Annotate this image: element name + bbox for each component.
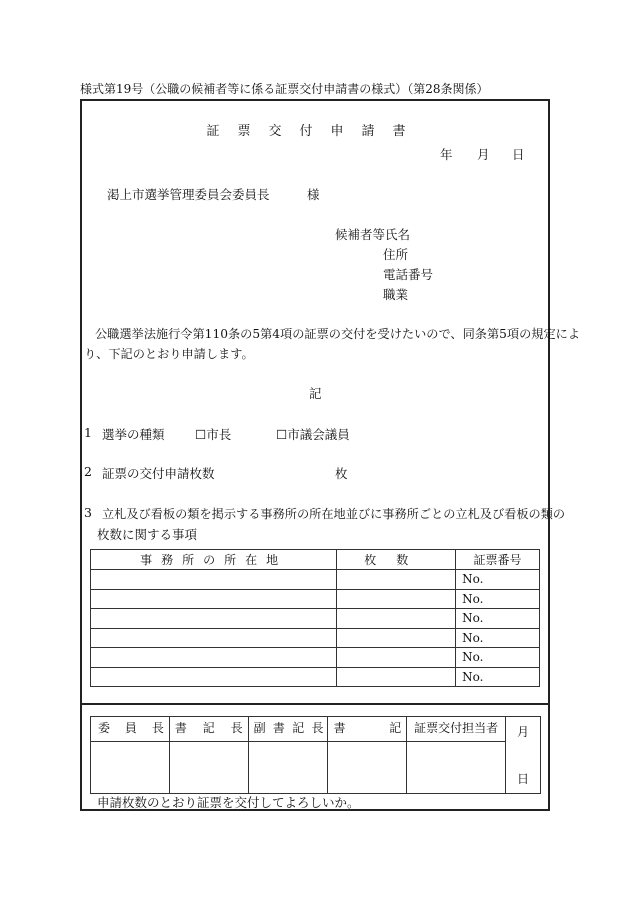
stamp-cell-chairman[interactable]: [91, 741, 170, 793]
approval-stamp-row: [91, 741, 541, 793]
number-cell[interactable]: No.: [456, 667, 540, 687]
form-title: 証票交付申請書: [206, 124, 424, 139]
office-table-header: [91, 550, 540, 570]
count-cell[interactable]: [337, 570, 456, 590]
count-cell[interactable]: [337, 648, 456, 668]
header-certificate-number: 証票番号: [456, 550, 540, 570]
number-cell[interactable]: No.: [456, 609, 540, 629]
table-row: [91, 609, 540, 629]
item2-unit: 枚: [335, 466, 348, 481]
section-divider: [80, 703, 550, 705]
location-cell[interactable]: [91, 648, 337, 668]
count-cell[interactable]: [337, 589, 456, 609]
date-day: 日: [512, 147, 525, 162]
item3-number: 3: [84, 505, 92, 520]
body-text-line2: り、下記のとおり申請します。: [84, 347, 254, 361]
ki-heading: 記: [309, 386, 322, 401]
location-cell[interactable]: [91, 570, 337, 590]
body-text-line1: 公職選挙法施行令第110条の5第4項の証票の交付を受けたいので、同条第5項の規定によ: [95, 327, 581, 341]
header-location: 事務所の所在地: [91, 550, 337, 570]
number-cell[interactable]: No.: [456, 648, 540, 668]
checkbox-icon: ☐: [195, 427, 207, 442]
approval-header-row: [91, 717, 541, 742]
table-row: [91, 570, 540, 590]
header-certificate-officer: 証票交付担当者: [407, 717, 506, 742]
table-row: [91, 628, 540, 648]
date-month: 月: [477, 147, 490, 162]
addressee-name: 渇上市選挙管理委員会委員長: [107, 187, 270, 202]
date-year: 年: [440, 147, 453, 162]
approval-table: [90, 716, 541, 794]
approval-day: 日: [517, 772, 530, 786]
number-cell[interactable]: No.: [456, 628, 540, 648]
stamp-cell-clerk[interactable]: [328, 741, 407, 793]
table-row: [91, 589, 540, 609]
item1-option2[interactable]: [276, 425, 350, 443]
item2-label: 証票の交付申請枚数: [102, 466, 215, 481]
location-cell[interactable]: [91, 609, 337, 629]
header-count: 枚数: [337, 550, 456, 570]
applicant-occupation-label: 職業: [383, 287, 409, 302]
header-chief-clerk: 書記長: [169, 717, 248, 742]
item3-line2: 枚数に関する事項: [97, 527, 198, 542]
number-cell[interactable]: No.: [456, 589, 540, 609]
table-row: [91, 648, 540, 668]
office-table: [90, 549, 540, 687]
count-cell[interactable]: [337, 628, 456, 648]
applicant-name-label: 候補者等氏名: [335, 227, 411, 242]
stamp-cell-certificate-officer[interactable]: [407, 741, 506, 793]
number-cell[interactable]: No.: [456, 570, 540, 590]
count-cell[interactable]: [337, 667, 456, 687]
applicant-phone-label: 電話番号: [383, 267, 434, 282]
item1-option1[interactable]: [195, 425, 231, 443]
item1-number: 1: [84, 425, 92, 440]
item3-line1: 立札及び看板の類を掲示する事務所の所在地並びに事務所ごとの立札及び看板の類の: [102, 507, 566, 521]
approval-month: 月: [517, 725, 530, 739]
table-row: [91, 667, 540, 687]
item1-label: 選挙の種類: [102, 427, 165, 442]
option2-label: 市議会議員: [287, 427, 350, 442]
location-cell[interactable]: [91, 667, 337, 687]
checkbox-icon: ☐: [276, 427, 288, 442]
addressee-honorific: 様: [307, 187, 320, 202]
option1-label: 市長: [206, 427, 232, 442]
applicant-address-label: 住所: [383, 247, 409, 262]
location-cell[interactable]: [91, 589, 337, 609]
header-chairman: 委員長: [91, 717, 170, 742]
form-caption: 様式第19号（公職の候補者等に係る証票交付申請書の様式）（第28条関係）: [80, 82, 489, 96]
footer-note: 申請枚数のとおり証票を交付してよろしいか。: [97, 795, 360, 810]
date-cell: [506, 717, 541, 794]
header-deputy-chief-clerk: 副書記長: [248, 717, 328, 742]
stamp-cell-deputy-chief-clerk[interactable]: [248, 741, 328, 793]
item2-number: 2: [84, 464, 92, 479]
location-cell[interactable]: [91, 628, 337, 648]
count-cell[interactable]: [337, 609, 456, 629]
stamp-cell-chief-clerk[interactable]: [169, 741, 248, 793]
header-clerk: 書記: [328, 717, 407, 742]
